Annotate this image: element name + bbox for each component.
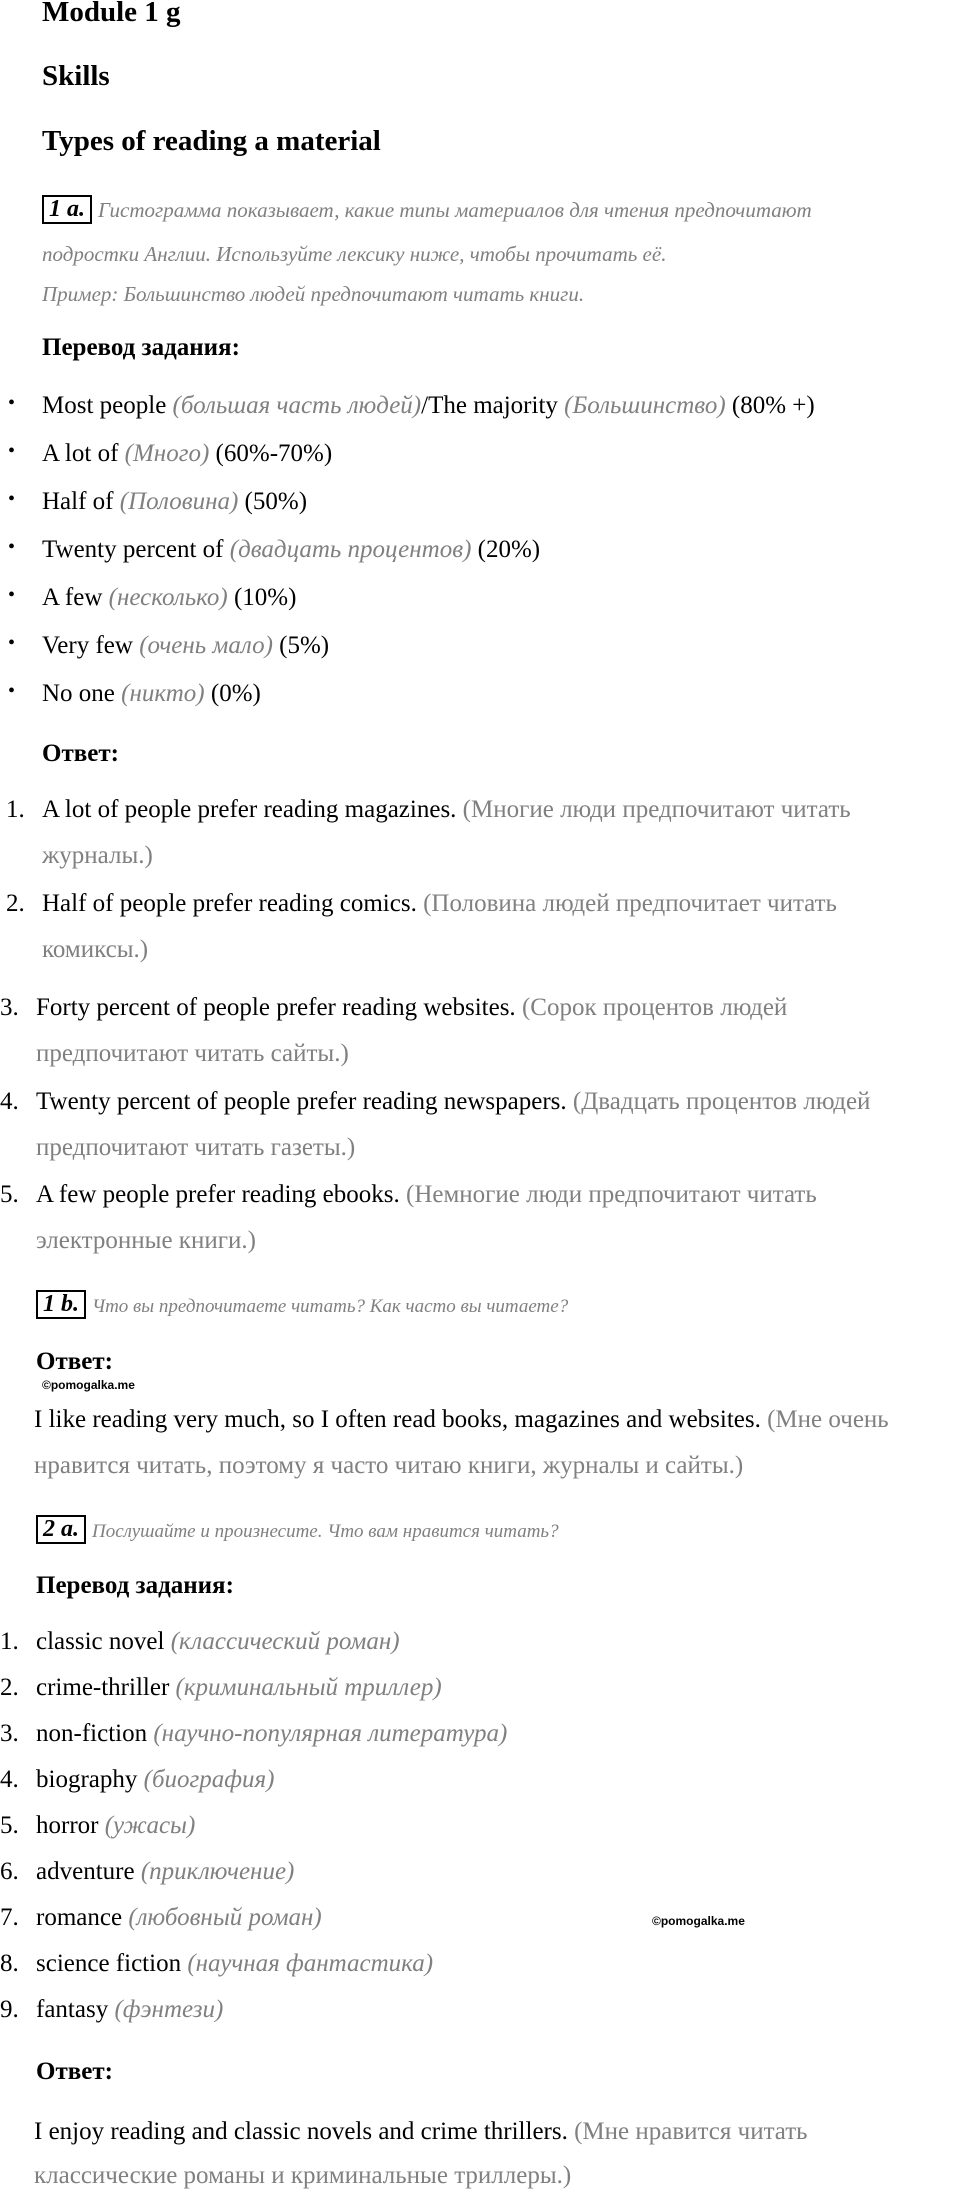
answer-ru: (Немногие люди предпочитают читать (399, 1181, 817, 1208)
list-item (0, 1858, 294, 1886)
item-en: non-fiction (36, 1720, 154, 1747)
bullet-icon: • (8, 440, 16, 462)
list-item (0, 1950, 433, 1978)
item-ru: (научно-популярная литература) (153, 1720, 508, 1747)
item-en: adventure (36, 1858, 141, 1885)
bullet-ru: (очень мало) (139, 632, 273, 659)
answer-item (0, 1088, 870, 1116)
answer-ru: (Двадцать процентов людей (566, 1088, 871, 1115)
item-ru: (приключение) (140, 1858, 295, 1885)
answer-ru-cont: комиксы.) (42, 936, 149, 963)
answer-ru: (Многие люди предпочитают читать (456, 796, 851, 823)
answer-number: 3. (0, 994, 19, 1021)
item-en: romance (36, 1904, 129, 1931)
item-ru: (фэнтези) (114, 1996, 224, 2023)
bullet-en: No one (42, 680, 122, 707)
bullet-icon: • (8, 392, 16, 414)
bullet-percent: (20%) (471, 536, 541, 563)
task-1b-number: 1 b. (36, 1290, 86, 1319)
bullet-ru: (Половина) (119, 488, 239, 515)
answer-ru: (Мне нравится читать (567, 2118, 808, 2145)
item-number: 2. (0, 1674, 19, 1701)
list-item (0, 1628, 400, 1656)
answer-en: A lot of people prefer reading magazines. (42, 796, 457, 823)
answer-ru-cont: предпочитают читать сайты.) (36, 1040, 349, 1067)
answer-ru-cont: классические романы и криминальные триллеры.) (34, 2162, 572, 2189)
bullet-en: Twenty percent of (42, 536, 230, 563)
bullet-icon: • (8, 488, 16, 510)
list-item (0, 1812, 195, 1840)
item-ru: (классический роман) (170, 1628, 400, 1655)
answer-en: I like reading very much, so I often read books, magazines and websites. (34, 1406, 761, 1433)
list-item (0, 1674, 442, 1702)
answer-en: Half of people prefer reading comics. (42, 890, 417, 917)
answer-heading-1b: Ответ: (36, 1348, 113, 1375)
bullet-ru: (никто) (121, 680, 205, 707)
item-number: 6. (0, 1858, 19, 1885)
answer-ru-cont: нравится читать, поэтому я часто читаю книги, журналы и сайты.) (34, 1452, 744, 1479)
bullet-en: A few (42, 584, 109, 611)
translation-heading-2a: Перевод задания: (36, 1572, 234, 1599)
item-number: 4. (0, 1766, 19, 1793)
answer-ru-cont: предпочитают читать газеты.) (36, 1134, 356, 1161)
answer-number: 2. (6, 890, 25, 917)
bullet-en: Very few (42, 632, 140, 659)
answer-item (6, 890, 837, 918)
answer-number: 4. (0, 1088, 19, 1115)
module-title: Module 1 g (42, 0, 181, 28)
item-number: 9. (0, 1996, 19, 2023)
task-1a-line2: подростки Англии. Используйте лексику ниже, чтобы прочитать её. (42, 242, 667, 266)
answer-ru-cont: журналы.) (42, 842, 153, 869)
item-ru: (биография) (143, 1766, 275, 1793)
task-1b-text: Что вы предпочитаете читать? Как часто вы читаете? (92, 1296, 569, 1317)
list-item (0, 1904, 322, 1932)
item-number: 8. (0, 1950, 19, 1977)
item-en: classic novel (36, 1628, 171, 1655)
item-ru: (научная фантастика) (187, 1950, 434, 1977)
item-en: biography (36, 1766, 144, 1793)
task-1a-number: 1 a. (42, 195, 92, 224)
answer-en: A few people prefer reading ebooks. (36, 1181, 400, 1208)
answer-en: Twenty percent of people prefer reading newspapers. (36, 1088, 567, 1115)
answer-ru: (Сорок процентов людей (515, 994, 788, 1021)
bullet-en: A lot of (42, 440, 125, 467)
topic-title: Types of reading a material (42, 125, 381, 157)
watermark: ©pomogalka.me (42, 1378, 135, 1392)
list-item (0, 1996, 223, 2024)
bullet-en2: /The majority (421, 392, 565, 419)
task-1a-text: Гистограмма показывает, какие типы материалов для чтения предпочитают (98, 198, 812, 222)
bullet-ru: (двадцать процентов) (229, 536, 472, 563)
answer-2a (34, 2118, 808, 2146)
answer-heading-2a: Ответ: (36, 2058, 113, 2085)
item-ru: (ужасы) (104, 1812, 196, 1839)
item-number: 1. (0, 1628, 19, 1655)
task-2a-text: Послушайте и произнесите. Что вам нравится читать? (92, 1521, 559, 1542)
task-1b (36, 1286, 568, 1327)
item-ru: (любовный роман) (128, 1904, 322, 1931)
bullet-icon: • (8, 536, 16, 558)
bullet-ru2: (Большинство) (564, 392, 726, 419)
bullet-percent: (10%) (227, 584, 297, 611)
bullet-percent: (0%) (204, 680, 261, 707)
item-ru: (криминальный триллер) (175, 1674, 442, 1701)
item-en: fantasy (36, 1996, 115, 2023)
answer-ru-cont: электронные книги.) (36, 1227, 256, 1254)
bullet-icon: • (8, 680, 16, 702)
bullet-percent: (5%) (272, 632, 330, 659)
list-item (0, 1720, 507, 1748)
section-title: Skills (42, 60, 110, 92)
bullet-ru: (большая часть людей) (172, 392, 422, 419)
task-1a-line1 (42, 190, 812, 231)
answer-number: 1. (6, 796, 25, 823)
bullet-percent: (80% +) (725, 392, 815, 419)
task-2a-number: 2 a. (36, 1515, 86, 1544)
bullet-percent: (50%) (238, 488, 308, 515)
answer-heading-1a: Ответ: (42, 740, 119, 767)
bullet-icon: • (8, 632, 16, 654)
list-item (0, 1766, 274, 1794)
item-en: horror (36, 1812, 105, 1839)
answer-ru: (Половина людей предпочитает читать (416, 890, 837, 917)
item-en: science fiction (36, 1950, 188, 1977)
watermark: ©pomogalka.me (652, 1914, 745, 1928)
bullet-ru: (несколько) (108, 584, 228, 611)
answer-1b (34, 1406, 889, 1434)
answer-item (0, 1181, 817, 1209)
answer-item (0, 994, 787, 1022)
bullet-en: Most people (42, 392, 173, 419)
translation-heading-1a: Перевод задания: (42, 334, 240, 361)
item-number: 3. (0, 1720, 19, 1747)
answer-en: Forty percent of people prefer reading websites. (36, 994, 516, 1021)
item-number: 5. (0, 1812, 19, 1839)
answer-ru: (Мне очень (760, 1406, 889, 1433)
bullet-percent: (60%-70%) (209, 440, 333, 467)
item-number: 7. (0, 1904, 19, 1931)
bullet-icon: • (8, 584, 16, 606)
answer-en: I enjoy reading and classic novels and crime thrillers. (34, 2118, 568, 2145)
answer-number: 5. (0, 1181, 19, 1208)
task-1a-line3: Пример: Большинство людей предпочитают читать книги. (42, 282, 585, 306)
bullet-ru: (Много) (124, 440, 210, 467)
bullet-en: Half of (42, 488, 120, 515)
item-en: crime-thriller (36, 1674, 176, 1701)
task-2a (36, 1511, 559, 1552)
answer-item (6, 796, 851, 824)
